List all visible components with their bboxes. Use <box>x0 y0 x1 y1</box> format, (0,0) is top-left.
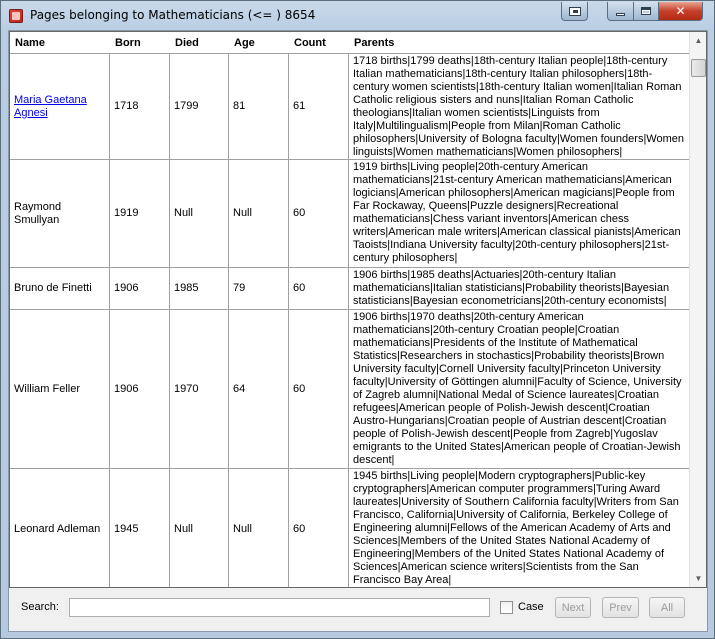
minimize-icon <box>616 13 625 16</box>
column-header-age[interactable]: Age <box>234 37 255 49</box>
table-row[interactable] <box>10 469 690 588</box>
prev-button[interactable]: Prev <box>602 597 639 618</box>
search-bar <box>9 591 707 631</box>
born-cell: 1718 <box>110 54 170 159</box>
name-cell: Raymond Smullyan <box>10 160 110 267</box>
extra-caption-button[interactable] <box>561 2 588 21</box>
client-area <box>8 30 708 632</box>
scroll-thumb[interactable] <box>691 59 706 77</box>
maximize-icon <box>641 7 651 15</box>
born-cell: 1945 <box>110 469 170 588</box>
parents-cell: 1945 births|Living people|Modern cryptographers|Public-key cryptographers|American computer programmers|Turing Award laureates|University of Southern California faculty|Writers from San Francisco, California|University of California, Berkeley College of Engineering alumni|Fellows of the American Academy of Arts and Sciences|Members of the United States National Academy of Engineering|Members of the United States National Academy of Sciences|American science writers|Scientists from the San Francisco Bay Area| <box>353 470 679 586</box>
scroll-up-icon[interactable]: ▲ <box>694 36 703 45</box>
name-cell: Bruno de Finetti <box>10 268 110 309</box>
column-header-died[interactable]: Died <box>175 37 199 49</box>
close-button[interactable] <box>658 2 703 21</box>
app-icon <box>9 9 23 23</box>
name-link[interactable]: Maria Gaetana Agnesi <box>14 93 87 119</box>
results-grid[interactable] <box>9 31 707 588</box>
column-header-name[interactable]: Name <box>15 37 45 49</box>
grid-rows <box>10 54 690 588</box>
name-cell: Leonard Adleman <box>10 469 110 588</box>
age-cell: 79 <box>229 268 289 309</box>
minimize-button[interactable] <box>607 2 634 21</box>
born-cell: 1919 <box>110 160 170 267</box>
died-cell: 1970 <box>170 310 229 468</box>
maximize-button[interactable] <box>633 2 659 21</box>
window-title: Pages belonging to Mathematicians (<= ) 8654 <box>30 8 316 22</box>
window-icon <box>569 7 581 16</box>
case-label[interactable]: Case <box>518 601 544 613</box>
column-header-born[interactable]: Born <box>115 37 141 49</box>
parents-cell: 1906 births|1970 deaths|20th-century American mathematicians|20th-century Croatian people|Croatian mathematicians|Presidents of the Institute of Mathematical Statistics|Researchers in stochastics|Probability theorists|Brown University faculty|Cornell University faculty|Princeton University faculty|University of Göttingen alumni|Faculty of Science, University of Zagreb alumni|National Medal of Science laureates|Croatian refugees|American people of Polish-Jewish descent|Croatian Austro-Hungarians|Croatian people of Austrian descent|Croatian people of Polish-Jewish descent|People from Zagreb|Yugoslav emigrants to the United States|American people of Croatian-Jewish descent| <box>353 311 682 466</box>
born-cell: 1906 <box>110 310 170 468</box>
count-cell: 60 <box>289 469 349 588</box>
died-cell: Null <box>170 160 229 267</box>
count-cell: 60 <box>289 268 349 309</box>
name-cell: William Feller <box>10 310 110 468</box>
table-row[interactable] <box>10 54 690 160</box>
table-row[interactable] <box>10 268 690 310</box>
case-checkbox[interactable] <box>500 601 513 614</box>
all-button[interactable]: All <box>649 597 685 618</box>
died-cell: 1985 <box>170 268 229 309</box>
grid-header <box>10 32 690 54</box>
search-label: Search: <box>21 601 59 613</box>
scroll-down-icon[interactable]: ▼ <box>694 574 703 583</box>
table-row[interactable] <box>10 310 690 469</box>
count-cell: 60 <box>289 160 349 267</box>
age-cell: 81 <box>229 54 289 159</box>
parents-cell: 1919 births|Living people|20th-century American mathematicians|21st-century American mathematicians|American logicians|American philosophers|American magicians|People from Far Rockaway, Queens|Puzzle designers|Recreational mathematicians|Chess variant inventors|American chess writers|American male writers|American classical pianists|American Taoists|Indiana University faculty|20th-century philosophers|21st-century philosophers| <box>353 161 681 264</box>
parents-cell: 1906 births|1985 deaths|Actuaries|20th-century Italian mathematicians|Italian statisticians|Probability theorists|Bayesian statisticians|Bayesian econometricians|20th-century economists| <box>353 269 670 307</box>
died-cell: 1799 <box>170 54 229 159</box>
title-bar[interactable] <box>1 1 714 30</box>
age-cell: Null <box>229 469 289 588</box>
search-input[interactable] <box>69 598 490 617</box>
age-cell: 64 <box>229 310 289 468</box>
count-cell: 61 <box>289 54 349 159</box>
parents-cell: 1718 births|1799 deaths|18th-century Italian people|18th-century Italian mathematicians|18th-century Italian philosophers|18th-century women scientists|18th-century Italian women|Italian Roman Catholic religious sisters and nuns|Italian Roman Catholic theologians|Italian women scientists|Linguists from Italy|Multilingualism|People from Milan|Roman Catholic philosophers|University of Bologna faculty|Women founders|Women linguists|Women mathematicians|Women philosophers| <box>353 55 684 158</box>
column-header-count[interactable]: Count <box>294 37 326 49</box>
name-cell[interactable] <box>10 54 110 159</box>
next-button[interactable]: Next <box>555 597 591 618</box>
count-cell: 60 <box>289 310 349 468</box>
died-cell: Null <box>170 469 229 588</box>
column-header-parents[interactable]: Parents <box>354 37 395 49</box>
close-icon: ✕ <box>675 4 686 18</box>
table-row[interactable] <box>10 160 690 268</box>
vertical-scrollbar[interactable] <box>689 32 706 587</box>
born-cell: 1906 <box>110 268 170 309</box>
age-cell: Null <box>229 160 289 267</box>
